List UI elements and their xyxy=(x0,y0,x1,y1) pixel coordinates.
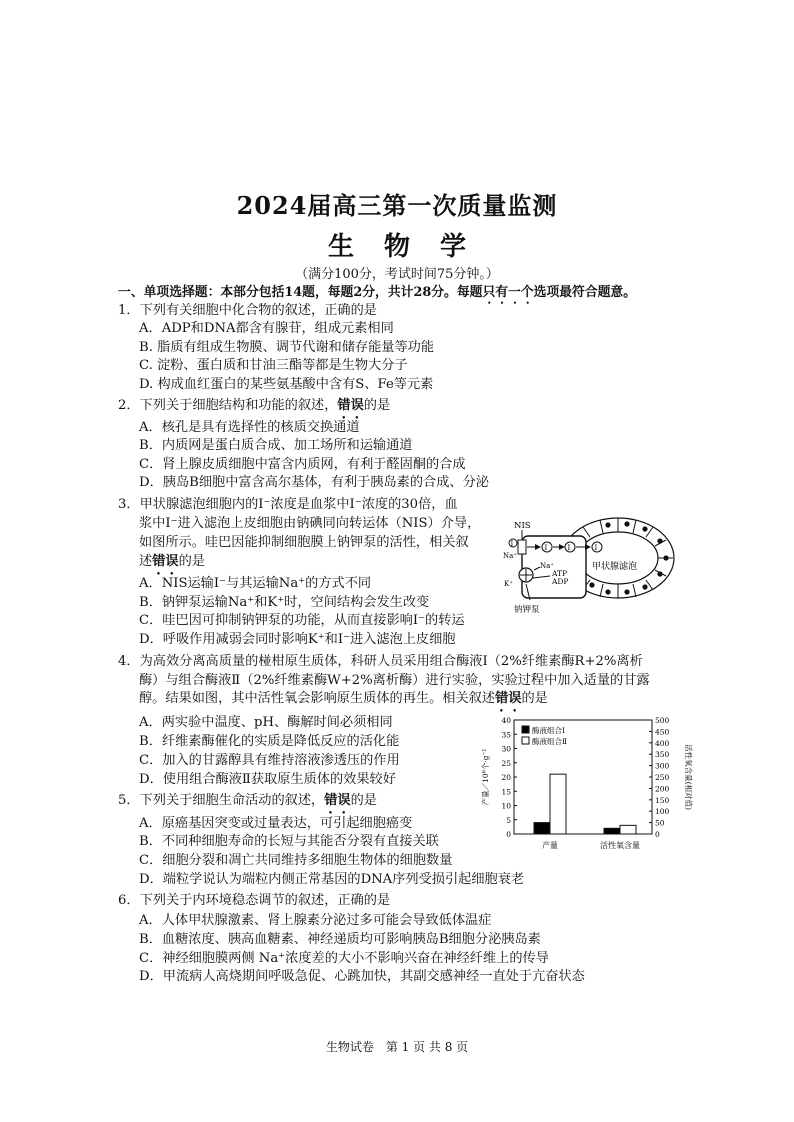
q4-option-c: C．加入的甘露醇具有维持溶液渗透压的作用 xyxy=(139,753,400,768)
q1-option-b: B. 脂质有组成生物膜、调节代谢和储存能量等功能 xyxy=(139,340,435,355)
q4-stem-line3: 醇。结果如图，其中活性氧会影响原生质体的再生。相关叙述错误的是 xyxy=(139,691,548,706)
page-footer: 生物试卷 第 1 页 共 8 页 xyxy=(325,1040,469,1054)
q5-option-a: A．原癌基因突变或过量表达，可引起细胞癌变 xyxy=(139,816,413,831)
x-category-label: 活性氧含量 xyxy=(600,841,640,850)
right-tick-label: 300 xyxy=(655,761,670,771)
q5-option-c: C．细胞分裂和凋亡共同维持多细胞生物体的细胞数量 xyxy=(139,853,453,868)
right-axis-label: 活性氧含量(相对值) xyxy=(684,744,693,810)
iodide-ion-cell: I xyxy=(544,544,548,552)
q6-option-a: A．人体甲状腺激素、肾上腺素分泌过多可能会导致低体温症 xyxy=(139,913,492,928)
right-tick-label: 0 xyxy=(655,830,660,839)
right-tick-label: 500 xyxy=(655,716,670,725)
right-tick-label: 100 xyxy=(655,807,670,817)
legend-swatch xyxy=(522,737,529,744)
right-tick-label: 250 xyxy=(655,773,670,782)
nis-transporter xyxy=(518,540,526,554)
legend-swatch xyxy=(522,726,529,733)
epithelial-cell xyxy=(522,536,586,598)
na-ion-outer: Na⁺ xyxy=(503,552,517,560)
q2-option-b: B．内质网是蛋白质合成、加工场所和运输通道 xyxy=(139,438,413,453)
left-tick-label: 20 xyxy=(501,773,511,782)
right-tick-label: 350 xyxy=(655,750,670,760)
q2-option-c: C．肾上腺皮质细胞中富含内质网，有利于醛固酮的合成 xyxy=(139,457,466,472)
x-category-label: 产量 xyxy=(542,841,558,850)
bar-combo2-ros xyxy=(620,825,636,834)
left-tick-label: 40 xyxy=(501,716,511,725)
right-tick-label: 150 xyxy=(655,795,670,805)
left-tick-label: 5 xyxy=(506,815,511,825)
q6-option-b: B．血糖浓度、胰高血糖素、神经递质均可影响胰岛B细胞分泌胰岛素 xyxy=(139,932,541,947)
q5-option-b: B．不同种细胞寿命的长短与其能否分裂有直接关联 xyxy=(139,834,439,849)
legend-label: 酶液组合Ⅰ xyxy=(532,726,565,735)
left-tick-label: 30 xyxy=(501,744,511,754)
iodide-ion-lumen: I xyxy=(594,544,598,552)
follicle-lumen-label: 甲状腺滤泡 xyxy=(592,562,638,572)
right-tick-label: 200 xyxy=(655,784,670,794)
right-tick-label: 400 xyxy=(655,738,670,748)
q4-option-d: D．使用组合酶液Ⅱ获取原生质体的效果较好 xyxy=(139,772,396,787)
atp-label: ATP xyxy=(552,569,568,578)
q6-stem: 6．下列关于内环境稳态调节的叙述，正确的是 xyxy=(118,893,391,908)
q4-option-a: A．两实验中温度、pH、酶解时间必须相同 xyxy=(139,715,393,730)
right-tick-label: 50 xyxy=(655,818,665,828)
subject-title: 生物学 xyxy=(327,232,496,262)
k-ion-outer: K⁺ xyxy=(504,580,513,588)
iodide-ion-apical: I xyxy=(567,544,571,552)
na-k-pump xyxy=(519,568,533,582)
left-tick-label: 35 xyxy=(501,730,511,740)
q1-stem: 1．下列有关细胞中化合物的叙述，正确的是 xyxy=(118,303,377,318)
q3-stem-line3: 如图所示。哇巴因能抑制细胞膜上钠钾泵的活性，相关叙 xyxy=(139,535,469,550)
q1-option-c: C. 淀粉、蛋白质和甘油三酯等都是生物大分子 xyxy=(139,358,408,373)
exam-title: 2024届高三第一次质量监测 xyxy=(236,191,558,220)
thyroid-follicle-diagram xyxy=(500,510,678,616)
q1-option-d: D. 构成血红蛋白的某些氨基酸中含有S、Fe等元素 xyxy=(139,377,434,392)
legend-label: 酶液组合Ⅱ xyxy=(532,737,568,746)
left-axis-label: 产量／10⁶个·g⁻¹ xyxy=(481,748,490,806)
q5-stem: 5．下列关于细胞生命活动的叙述，错误的是 xyxy=(118,793,377,808)
q3-option-b: B．钠钾泵运输Na⁺和K⁺时，空间结构会发生改变 xyxy=(139,595,430,610)
q2-option-d: D．胰岛B细胞中富含高尔基体，有利于胰岛素的合成、分泌 xyxy=(139,475,489,490)
q2-option-a: A．核孔是具有选择性的核质交换通道 xyxy=(139,420,360,435)
bar-combo1-ros xyxy=(604,828,620,834)
q6-option-c: C．神经细胞膜两侧 Na⁺浓度差的大小不影响兴奋在神经纤维上的传导 xyxy=(139,951,549,966)
q4-bar-chart xyxy=(474,712,696,858)
left-tick-label: 25 xyxy=(501,758,511,768)
section-heading: 一、单项选择题：本部分包括14题，每题2分，共计28分。每题只有一个选项最符合题意。 xyxy=(118,285,637,300)
q3-option-c: C．哇巴因可抑制钠钾泵的功能，从而直接影响I⁻的转运 xyxy=(139,613,465,628)
q5-option-d: D．端粒学说认为端粒内侧正常基因的DNA序列受损引起细胞衰老 xyxy=(139,872,525,887)
q2-stem: 2．下列关于细胞结构和功能的叙述，错误的是 xyxy=(118,398,391,413)
q4-stem-line1: 4．为高效分离高质量的椪柑原生质体，科研人员采用组合酶液Ⅰ（2%纤维素酶R+2%离析 xyxy=(118,654,643,669)
na-ion-cell: Na⁺ xyxy=(540,562,554,570)
bar-combo2-yield xyxy=(550,774,566,834)
score-note: （满分100分，考试时间75分钟。） xyxy=(295,267,499,282)
left-tick-label: 0 xyxy=(506,830,511,839)
left-tick-label: 15 xyxy=(501,787,511,797)
q3-stem-line1: 3．甲状腺滤泡细胞内的I⁻浓度是血浆中I⁻浓度的30倍，血 xyxy=(118,497,458,512)
pump-label: 钠钾泵 xyxy=(514,605,540,615)
q3-stem-line4: 述错误的是 xyxy=(139,554,205,569)
q3-stem-line2: 浆中I⁻进入滤泡上皮细胞由钠碘同向转运体（NIS）介导， xyxy=(139,516,481,531)
q6-option-d: D．甲流病人高烧期间呼吸急促、心跳加快，其副交感神经一直处于亢奋状态 xyxy=(139,969,585,984)
nis-label: NIS xyxy=(514,521,531,531)
bar-combo1-yield xyxy=(534,823,550,834)
right-tick-label: 450 xyxy=(655,727,670,737)
q3-option-a: A．NIS运输I⁻与其运输Na⁺的方式不同 xyxy=(139,576,372,591)
left-tick-label: 10 xyxy=(501,801,511,811)
q4-stem-line2: 酶）与组合酶液Ⅱ（2%纤维素酶W+2%离析酶）进行实验，实验过程中加入适量的甘露 xyxy=(139,673,650,688)
iodide-ion-outer: I xyxy=(510,540,514,548)
q1-option-a: A．ADP和DNA都含有腺苷，组成元素相同 xyxy=(139,321,394,336)
q4-option-b: B．纤维素酶催化的实质是降低反应的活化能 xyxy=(139,734,400,749)
adp-label: ADP xyxy=(552,577,569,586)
q3-option-d: D．呼吸作用减弱会同时影响K⁺和I⁻进入滤泡上皮细胞 xyxy=(139,632,456,647)
